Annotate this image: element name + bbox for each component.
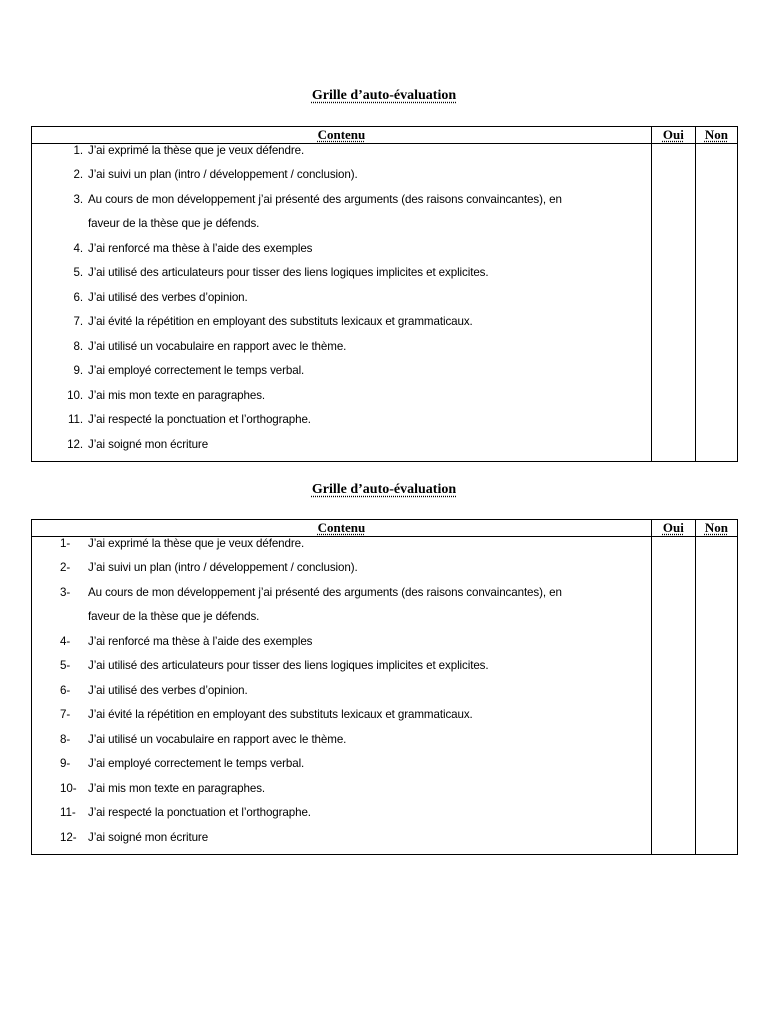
item-text-line: J’ai suivi un plan (intro / développement / conclusion). xyxy=(88,561,358,574)
item-text-line: faveur de la thèse que je défends. xyxy=(88,610,260,623)
list-item xyxy=(32,261,651,286)
item-text-line: J’ai utilisé un vocabulaire en rapport avec le thème. xyxy=(88,732,347,746)
header-no: Non xyxy=(695,520,737,537)
item-text-line: J’ai utilisé des articulateurs pour tisser des liens logiques implicites et explicites. xyxy=(88,659,489,672)
list-item xyxy=(32,679,651,704)
header-row xyxy=(32,127,738,144)
list-item xyxy=(32,654,651,679)
item-text xyxy=(83,286,651,311)
item-text xyxy=(83,335,651,360)
item-text xyxy=(83,237,651,262)
item-number: 5- xyxy=(60,659,71,672)
item-text xyxy=(83,537,651,551)
item-text xyxy=(83,310,651,335)
item-text-line: Au cours de mon développement j’ai présenté des arguments (des raisons convaincantes), en xyxy=(88,192,562,206)
item-text xyxy=(83,144,651,158)
no-cell[interactable] xyxy=(695,537,737,855)
yes-cell[interactable] xyxy=(651,537,695,855)
list-item xyxy=(32,703,651,728)
list-item xyxy=(32,801,651,826)
item-text xyxy=(83,679,651,704)
list-item xyxy=(32,359,651,384)
item-text-line: J’ai suivi un plan (intro / développement / conclusion). xyxy=(88,168,358,181)
item-number: 10. xyxy=(67,388,83,402)
item-text-line: J’ai employé correctement le temps verbal. xyxy=(88,757,305,770)
header-row xyxy=(32,520,738,537)
item-text xyxy=(83,777,651,802)
no-cell[interactable] xyxy=(695,144,737,462)
item-text-line: J’ai mis mon texte en paragraphes. xyxy=(88,388,266,402)
criteria-list xyxy=(32,537,651,854)
item-number: 12- xyxy=(60,830,77,844)
list-item xyxy=(32,144,651,158)
header-content: Contenu xyxy=(32,127,652,144)
item-number: 1- xyxy=(60,537,71,550)
list-item xyxy=(32,384,651,409)
item-text xyxy=(83,556,651,581)
item-text xyxy=(83,163,651,188)
header-yes: Oui xyxy=(651,520,695,537)
item-number: 4. xyxy=(73,241,83,255)
item-text xyxy=(83,359,651,384)
item-number: 11- xyxy=(60,806,76,819)
item-number: 11. xyxy=(68,413,83,426)
item-number: 8- xyxy=(60,732,71,746)
evaluation-table xyxy=(31,519,738,855)
item-text-line: J’ai employé correctement le temps verbal. xyxy=(88,364,305,377)
item-text xyxy=(83,581,651,630)
item-text xyxy=(83,261,651,286)
item-text-line: J’ai respecté la ponctuation et l’orthographe. xyxy=(88,413,311,426)
item-text-line: J’ai exprimé la thèse que je veux défendre. xyxy=(88,144,305,157)
header-yes: Oui xyxy=(651,127,695,144)
list-item xyxy=(32,826,651,851)
list-item xyxy=(32,408,651,433)
item-text-line: faveur de la thèse que je défends. xyxy=(88,217,260,230)
item-number: 8. xyxy=(73,339,83,353)
list-item xyxy=(32,752,651,777)
body-row xyxy=(32,537,738,855)
item-number: 2. xyxy=(73,168,83,181)
item-text xyxy=(83,826,651,851)
item-number: 9- xyxy=(60,757,71,770)
grid-title: Grille d’auto-évaluation xyxy=(311,88,457,103)
yes-cell[interactable] xyxy=(651,144,695,462)
criteria-list xyxy=(32,144,651,461)
criteria-cell xyxy=(32,537,652,855)
list-item xyxy=(32,537,651,551)
item-text xyxy=(83,728,651,753)
list-item xyxy=(32,630,651,655)
item-text-line: J’ai respecté la ponctuation et l’orthographe. xyxy=(88,806,311,819)
item-text-line: J’ai soigné mon écriture xyxy=(88,437,209,451)
item-number: 3. xyxy=(73,192,83,206)
item-number: 12. xyxy=(67,437,83,451)
item-number: 9. xyxy=(73,364,83,377)
list-item xyxy=(32,556,651,581)
criteria-cell xyxy=(32,144,652,462)
item-text-line: J’ai exprimé la thèse que je veux défendre. xyxy=(88,537,305,550)
item-number: 4- xyxy=(60,634,71,648)
list-item xyxy=(32,237,651,262)
item-number: 7. xyxy=(73,315,83,328)
item-text-line: J’ai renforcé ma thèse à l’aide des exemples xyxy=(88,634,313,648)
item-text xyxy=(83,752,651,777)
item-text-line: J’ai utilisé un vocabulaire en rapport avec le thème. xyxy=(88,339,347,353)
item-number: 3- xyxy=(60,585,71,599)
item-text-line: Au cours de mon développement j’ai présenté des arguments (des raisons convaincantes), en xyxy=(88,585,562,599)
list-item xyxy=(32,188,651,237)
body-row xyxy=(32,144,738,462)
list-item xyxy=(32,728,651,753)
item-number: 6. xyxy=(73,290,83,304)
item-text-line: J’ai utilisé des verbes d’opinion. xyxy=(88,290,248,304)
item-text-line: J’ai mis mon texte en paragraphes. xyxy=(88,781,266,795)
header-content: Contenu xyxy=(32,520,652,537)
item-number: 7- xyxy=(60,708,71,721)
item-text xyxy=(83,408,651,433)
item-text-line: J’ai utilisé des articulateurs pour tisser des liens logiques implicites et explicites. xyxy=(88,266,489,279)
item-text xyxy=(83,188,651,237)
evaluation-table xyxy=(31,126,738,462)
list-item xyxy=(32,777,651,802)
item-text xyxy=(83,801,651,826)
item-number: 6- xyxy=(60,683,71,697)
list-item xyxy=(32,433,651,458)
grid-title: Grille d’auto-évaluation xyxy=(311,482,457,497)
list-item xyxy=(32,335,651,360)
item-text xyxy=(83,384,651,409)
item-text-line: J’ai évité la répétition en employant des substituts lexicaux et grammaticaux. xyxy=(88,315,473,328)
list-item xyxy=(32,286,651,311)
item-text-line: J’ai soigné mon écriture xyxy=(88,830,209,844)
item-number: 10- xyxy=(60,781,77,795)
item-number: 2- xyxy=(60,561,71,574)
item-number: 1. xyxy=(73,144,83,157)
item-number: 5. xyxy=(73,266,83,279)
list-item xyxy=(32,581,651,630)
item-text-line: J’ai renforcé ma thèse à l’aide des exemples xyxy=(88,241,313,255)
list-item xyxy=(32,310,651,335)
item-text-line: J’ai utilisé des verbes d’opinion. xyxy=(88,683,248,697)
header-no: Non xyxy=(695,127,737,144)
item-text-line: J’ai évité la répétition en employant des substituts lexicaux et grammaticaux. xyxy=(88,708,473,721)
item-text xyxy=(83,630,651,655)
item-text xyxy=(83,433,651,458)
item-text xyxy=(83,654,651,679)
list-item xyxy=(32,163,651,188)
item-text xyxy=(83,703,651,728)
